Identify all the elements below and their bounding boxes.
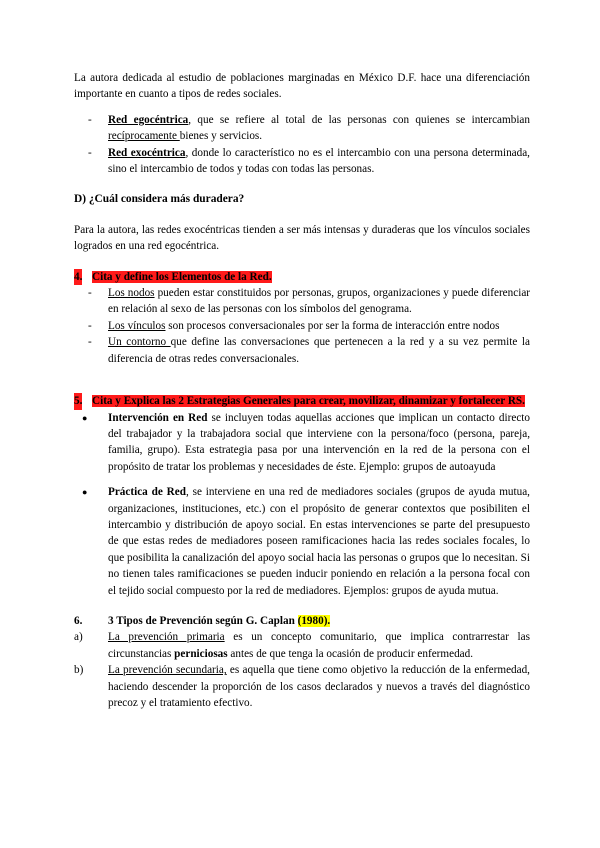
section-year: (1980). [297, 614, 331, 627]
list-item-red-egocentrica [74, 112, 530, 145]
bullet-marker: ● [82, 487, 88, 498]
section-number: 6. [74, 614, 83, 627]
list-marker: b) [74, 664, 84, 677]
list-marker: - [88, 319, 92, 332]
question-d-heading: D) ¿Cuál considera más duradera? [74, 193, 245, 206]
term-vinculos: Los vínculos [108, 319, 166, 332]
list-item-nodos [74, 285, 530, 318]
section-title: Cita y Explica las 2 Estrategias Generales para crear, movilizar, dinamizar y fortalecer RS. [92, 395, 525, 408]
bullet-marker: ● [82, 412, 88, 423]
list-marker: a) [74, 631, 83, 644]
term-contorno: Un contorno [108, 336, 171, 349]
item-text: que define las conversaciones que pertenecen a la red y a su vez permite la diferencia de otras redes conversacionales. [108, 336, 530, 365]
list-item-prevencion-secundaria [74, 662, 530, 711]
term-prevencion-primaria: La prevención primaria [108, 631, 225, 644]
term-red-egocentrica: Red egocéntrica [108, 113, 189, 126]
underlined-reciprocamente: recíprocamente [108, 130, 180, 143]
term-intervencion-en-red: Intervención en Red [108, 411, 208, 424]
term-prevencion-secundaria: La prevención secundaria, [108, 664, 227, 677]
section-title: 3 Tipos de Prevención según G. Caplan [108, 614, 298, 627]
item-text: son procesos conversacionales por ser la forma de interacción entre nodos [165, 319, 500, 332]
item-text: es un concepto comunitario, que implica contrarrestar las circunstancias [108, 631, 530, 660]
document-page [74, 70, 530, 711]
term-practica-de-red: Práctica de Red [108, 486, 186, 499]
list-item-vinculos [74, 318, 530, 334]
section-4-heading [74, 269, 530, 285]
section-6-heading [74, 613, 530, 629]
list-marker: - [88, 146, 92, 159]
list-item-prevencion-primaria [74, 629, 530, 662]
item-text: antes de que tenga la ocasión de producir enfermedad. [227, 647, 474, 660]
term-nodos: Los nodos [108, 287, 155, 300]
section-number: 5. [74, 393, 82, 409]
list-marker: - [88, 336, 92, 349]
list-item-practica-de-red [74, 484, 530, 599]
section-5-heading [74, 393, 530, 409]
term-red-exocentrica: Red exocéntrica [108, 146, 186, 159]
list-item-intervencion-en-red [74, 410, 530, 476]
bold-perniciosas: perniciosas [174, 647, 228, 660]
intro-paragraph: La autora dedicada al estudio de poblaciones marginadas en México D.F. hace una diferenciación importante en cuanto a tipos de redes sociales. [74, 72, 530, 101]
answer-d-paragraph: Para la autora, las redes exocéntricas tienden a ser más intensas y duraderas que los vínculos sociales logrados en una red egocéntrica. [74, 223, 530, 253]
list-item-contorno [74, 334, 530, 367]
section-number: 4. [74, 269, 82, 285]
list-item-red-exocentrica [74, 145, 530, 178]
item-text: se incluyen todas aquellas acciones que implican un contacto directo del trabajador y la trabajadora social que interviene con la persona/foco (persona, pareja, familia, grupo). Esta estrategia pasa por una intervención en la red de la persona con el propósito de tratar los problemas y necesidades de éste. Ejemplo: grupos de autoayuda [108, 411, 530, 473]
list-marker: - [88, 113, 92, 126]
section-title: Cita y define los Elementos de la Red. [92, 270, 272, 283]
item-text: pueden estar constituidos por personas, grupos, organizaciones y puede diferenciar en relación al sexo de las personas con los símbolos del genograma. [108, 287, 531, 316]
item-text: , que se refiere al total de las personas con quienes se intercambian [188, 113, 530, 126]
item-text: es aquella que tiene como objetivo la reducción de la enfermedad, haciendo descender la proporción de los casos declarados y nuevos a través del diagnóstico precoz y el tratamiento efectivo. [108, 664, 530, 709]
item-text: , donde lo característico no es el intercambio con una persona determinada, sino el intercambio de todos y todas con todas las personas. [108, 146, 530, 176]
list-marker: - [88, 287, 92, 300]
item-text: , se interviene en una red de mediadores sociales (grupos de ayuda mutua, organizaciones, instituciones, etc.) con el propósito de generar contextos que posibiliten el intercambio y distribución de apoyo social. En estas intervenciones se parte del presupuesto de que estas redes de mediadores poseen ramificaciones hacia las redes sociales focales, lo que posibilita la canalización del apoyo social hacia las personas o grupos que lo necesitan. Si no tienen tales ramificaciones se pueden inducir poniendo en relación a la persona focal con el tejido social compuesto por la red de mediadores. Ejemplos: grupos de ayuda mutua. [108, 486, 530, 597]
item-text: bienes y servicios. [179, 130, 263, 143]
